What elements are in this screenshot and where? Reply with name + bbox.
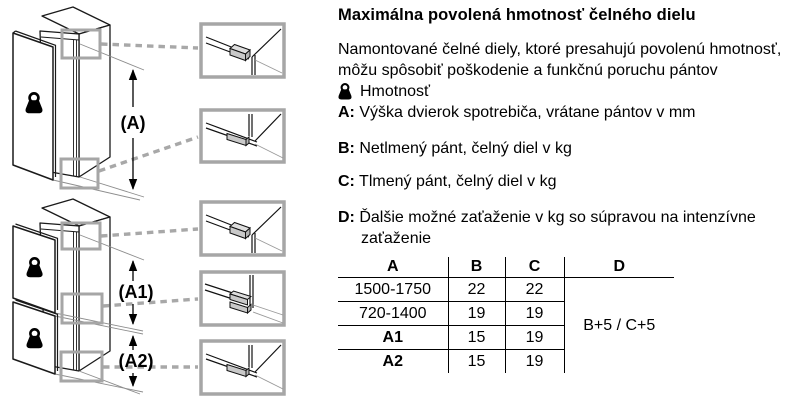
cell-c-value: 19	[505, 350, 564, 374]
cell-row-label: A1	[338, 326, 448, 350]
dimension-a2-label: (A2)	[118, 351, 154, 371]
hinge-detail-callout-bottom	[201, 110, 284, 162]
definition-c-key: C:	[338, 173, 355, 190]
callout-leader-line	[99, 44, 198, 171]
cell-b-value: 19	[448, 302, 505, 326]
door-panel	[13, 31, 56, 180]
cell-height-range: 720-1400	[338, 302, 448, 326]
col-header-a: A	[338, 257, 448, 278]
definition-c	[338, 171, 800, 192]
cell-b-value: 15	[448, 350, 505, 374]
cell-c-value: 19	[505, 302, 564, 326]
cell-row-label: A2	[338, 350, 448, 374]
cell-c-value: 22	[505, 278, 564, 302]
appliance-door-diagram	[0, 0, 340, 400]
hinge-detail-callout-top	[201, 24, 284, 77]
cell-b-value: 22	[448, 278, 505, 302]
weight-icon	[338, 83, 352, 100]
double-door-appliance-diagram	[13, 199, 284, 394]
definition-c-text: Tlmený pánt, čelný diel v kg	[359, 173, 557, 190]
dimension-a	[121, 69, 146, 190]
definition-b	[338, 138, 800, 159]
definition-d-text: Ďalšie možné zaťaženie v kg so súpravou na intenzívne zaťaženie	[359, 209, 756, 247]
load-table	[338, 257, 674, 373]
definition-a-text: Výška dvierok spotrebiča, vrátane pántov v mm	[359, 104, 696, 121]
weight-legend-row	[338, 81, 800, 102]
single-door-appliance-diagram	[13, 7, 284, 200]
definition-a	[338, 102, 800, 123]
dimension-a2	[119, 335, 154, 387]
cell-b-value: 15	[448, 326, 505, 350]
hinge-detail-callout-middle	[201, 272, 284, 325]
col-header-b: B	[448, 257, 505, 278]
table-header-row	[338, 257, 674, 278]
table-row	[338, 278, 674, 302]
instruction-text-column	[338, 5, 800, 373]
dimension-a1	[119, 260, 154, 325]
definition-b-key: B:	[338, 140, 355, 157]
dimension-a-label: (A)	[120, 113, 146, 133]
definition-a-key: A:	[338, 104, 355, 121]
page-title: Maximálna povolená hmotnosť čelného dielu	[338, 6, 696, 24]
cell-d-merged: B+5 / C+5	[583, 317, 656, 334]
cell-height-range: 1500-1750	[338, 278, 448, 302]
col-header-d: D	[564, 257, 674, 278]
installation-diagrams	[0, 0, 340, 400]
col-header-c: C	[505, 257, 564, 278]
cell-c-value: 19	[505, 326, 564, 350]
hinge-detail-callout-top	[201, 202, 284, 255]
definition-d	[338, 207, 768, 249]
hinge-detail-callout-bottom	[201, 341, 284, 394]
definition-d-key: D:	[338, 209, 355, 226]
weight-legend-label: Hmotnosť	[360, 83, 431, 100]
definition-b-text: Netlmený pánt, čelný diel v kg	[359, 140, 572, 157]
intro-paragraph: Namontované čelné diely, ktoré presahujú povolenú hmotnosť, môžu spôsobiť poškodenie a funkčnú poruchu pántov	[338, 41, 782, 79]
dimension-a1-label: (A1)	[118, 282, 154, 302]
